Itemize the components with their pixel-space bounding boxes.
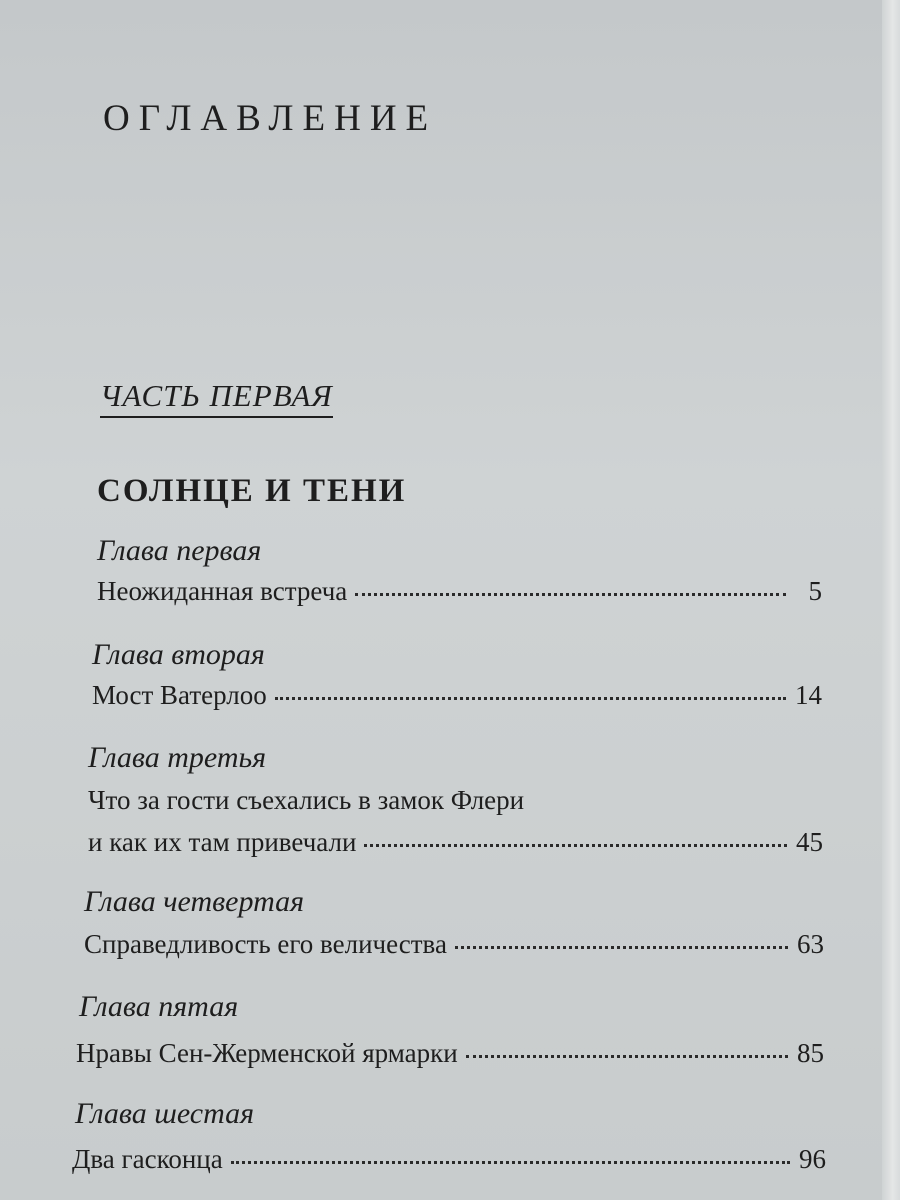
chapter-title: и как их там привечали bbox=[88, 827, 357, 857]
chapter-title: Мост Ватерлоо bbox=[92, 680, 267, 710]
page-edge bbox=[882, 0, 900, 1200]
part-title: ЧАСТЬ ПЕРВАЯ bbox=[100, 378, 333, 418]
chapter-title: Нравы Сен-Жерменской ярмарки bbox=[76, 1038, 458, 1068]
toc-entry[interactable] bbox=[88, 825, 823, 859]
dot-leader bbox=[466, 1055, 788, 1058]
chapter-title: Справедливость его величества bbox=[84, 929, 447, 959]
page-number: 14 bbox=[795, 680, 822, 710]
chapter-title: Два гасконца bbox=[72, 1144, 223, 1174]
page-number: 45 bbox=[796, 827, 823, 857]
toc-entry[interactable] bbox=[76, 1036, 824, 1070]
dot-leader bbox=[364, 844, 787, 847]
chapter-label: Глава третья bbox=[88, 741, 267, 774]
dot-leader bbox=[231, 1161, 790, 1164]
toc-entry[interactable] bbox=[84, 927, 824, 961]
chapter-label: Глава шестая bbox=[75, 1097, 255, 1130]
toc-entry[interactable] bbox=[97, 574, 822, 608]
chapter-label: Глава вторая bbox=[92, 638, 265, 671]
dot-leader bbox=[355, 593, 786, 596]
dot-leader bbox=[455, 946, 788, 949]
toc-heading: ОГЛАВЛЕНИЕ bbox=[103, 98, 438, 139]
page-number: 5 bbox=[808, 576, 822, 606]
chapter-label: Глава четвертая bbox=[84, 885, 305, 918]
dot-leader bbox=[275, 697, 786, 700]
chapter-label: Глава первая bbox=[97, 534, 262, 567]
toc-entry[interactable] bbox=[72, 1142, 826, 1176]
page-number: 85 bbox=[797, 1038, 824, 1068]
page-number: 96 bbox=[799, 1144, 826, 1174]
chapter-title-line1: Что за гости съехались в замок Флери bbox=[88, 785, 525, 815]
page-number: 63 bbox=[797, 929, 824, 959]
chapter-label: Глава пятая bbox=[79, 990, 239, 1023]
chapter-title: Неожиданная встреча bbox=[97, 576, 348, 606]
section-title: СОЛНЦЕ И ТЕНИ bbox=[97, 473, 407, 509]
toc-entry[interactable] bbox=[92, 678, 822, 712]
